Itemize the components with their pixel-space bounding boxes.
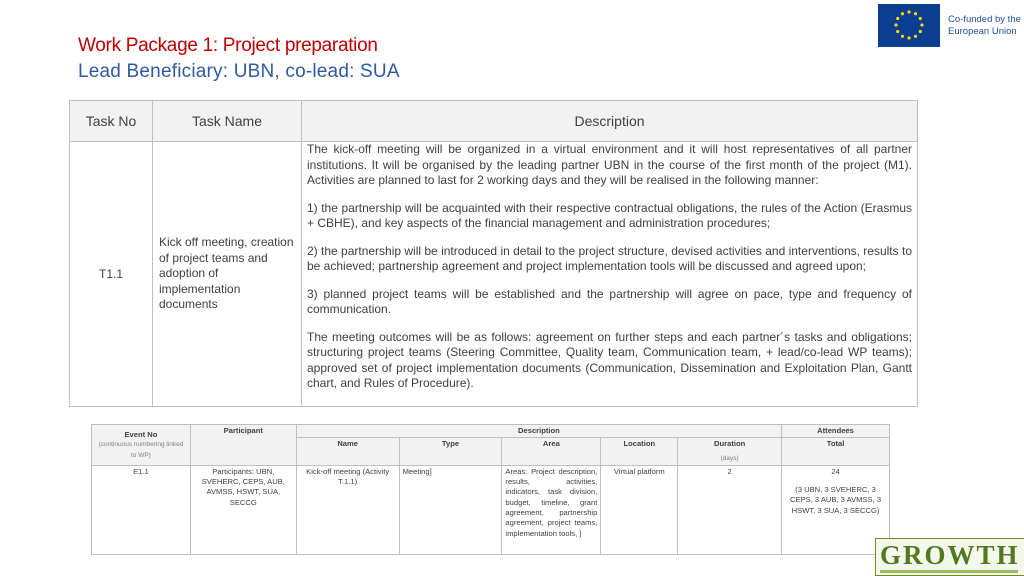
description-paragraph: 3) planned project teams will be established and the partnership will agree on pace, type and frequency of communication. (307, 286, 912, 316)
eu-logo-line1: Co-funded by the (948, 13, 1021, 25)
page-title: Work Package 1: Project preparation (78, 35, 378, 56)
participant-cell: Participants: UBN, SVEHERC, CEPS, AUB, AVMSS, HSWT, SUA, SECCG (190, 465, 296, 554)
header-task-no: Task No (70, 101, 153, 142)
growth-logo-icon (875, 538, 1024, 576)
task-table (69, 100, 918, 407)
description-paragraph: The kick-off meeting will be organized in a virtual environment and it will host representatives of all partner institutions. It will be organised by the leading partner UBN in the course of the first month of the project (M1). Activities are planned to last for 2 working days and they will be realised in the following manner: (307, 142, 912, 187)
header-name: Name (296, 438, 399, 466)
header-description: Description (302, 101, 918, 142)
header-participant: Participant (190, 425, 296, 466)
event-location-cell: Virtual platform (601, 465, 678, 554)
growth-logo-text: GROWTH (880, 540, 1020, 570)
description-cell (302, 142, 918, 407)
task-no-cell: T1.1 (70, 142, 153, 407)
header-event-description: Description (296, 425, 781, 438)
description-paragraph: 2) the partnership will be introduced in detail to the project structure, devised activities and interventions, results to be achieved; partnership agreement and project implementation tools will be discussed and agreed upon; (307, 243, 912, 273)
event-total-breakdown: (3 UBN, 3 SVEHERC, 3 CEPS, 3 AUB, 3 AVMSS, 3 HSWT, 3 SUA, 3 SECCG) (790, 485, 882, 515)
event-type-cell: Meeting] (399, 465, 502, 554)
description-paragraph: The meeting outcomes will be as follows: agreement on further steps and each partner´s tasks and obligations; structuring project teams (Steering Committee, Quality team, Communication team, + lead/co-lead WP teams); approved set of project implementation documents (Communication, Dissemination and Exploitation Plan, Gantt chart, and Rules of Procedure). (307, 329, 912, 390)
event-name-cell: Kick-off meeting (Activity T.1.1) (296, 465, 399, 554)
table-row (70, 142, 918, 407)
event-table (91, 424, 890, 555)
page-subtitle: Lead Beneficiary: UBN, co-lead: SUA (78, 61, 400, 82)
header-total: Total (782, 438, 890, 466)
header-attendees: Attendees (782, 425, 890, 438)
header-event-no (92, 425, 191, 466)
event-duration-cell: 2 (678, 465, 782, 554)
event-no-cell: E1.1 (92, 465, 191, 554)
growth-logo-strip (880, 570, 1018, 573)
header-location: Location (601, 438, 678, 466)
header-task-name: Task Name (153, 101, 302, 142)
header-duration-label: Duration (714, 439, 746, 449)
header-duration (678, 438, 782, 466)
header-event-no-label: Event No (124, 430, 158, 439)
header-event-no-note: (continuous numbering linked to WP) (98, 441, 184, 459)
eu-logo (878, 4, 1021, 47)
event-area-cell: Areas: Project description, results, activities, indicators, task division, budget, timeline, grant agreement, partnership agreement, project teams, implementation tools, ] (502, 465, 601, 554)
header-type: Type (399, 438, 502, 466)
event-total-cell (782, 465, 890, 554)
header-area: Area (502, 438, 601, 466)
task-name-cell: Kick off meeting, creation of project teams and adoption of implementation documents (153, 142, 302, 407)
eu-logo-line2: European Union (948, 25, 1017, 37)
table-row (92, 465, 890, 554)
header-duration-unit: (days) (720, 454, 739, 462)
event-table-header-1 (92, 425, 890, 438)
task-table-header (70, 101, 918, 142)
description-paragraph: 1) the partnership will be acquainted with their respective contractual obligations, the rules of the Action (Erasmus + CBHE), and key aspects of the financial management and administration procedures; (307, 200, 912, 230)
event-total-value: 24 (831, 466, 840, 476)
eu-flag-icon (878, 4, 940, 47)
